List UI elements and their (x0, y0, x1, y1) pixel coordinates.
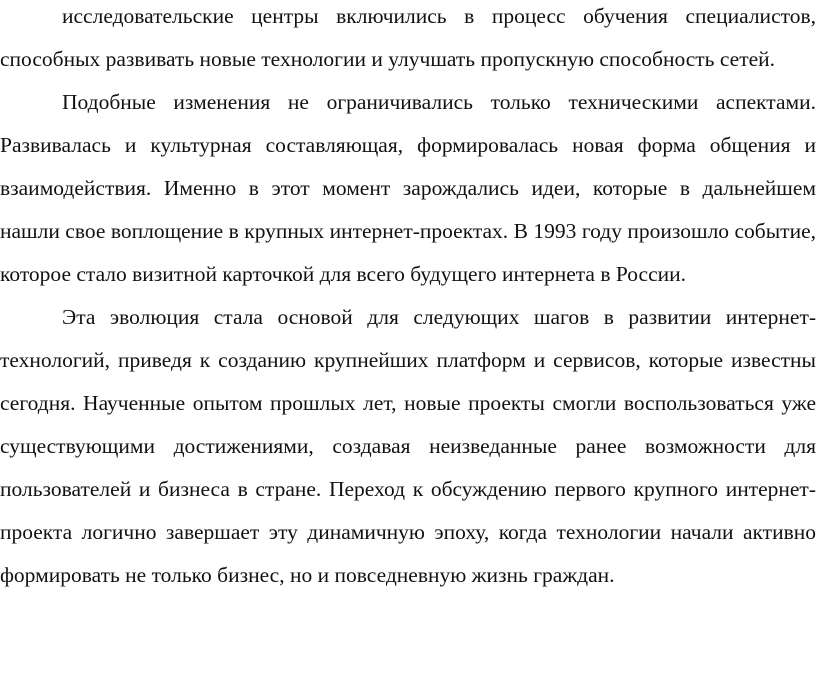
paragraph-1: исследовательские центры включились в процесс обучения специалистов, способных развивать новые технологии и улучшать пропускную способность сетей. (0, 4, 816, 71)
paragraph-3: Эта эволюция стала основой для следующих шагов в развитии интернет-технологий, приведя к созданию крупнейших платформ и сервисов, которые известны сегодня. Наученные опытом прошлых лет, новые проекты смогли воспользоваться уже существующими достижениями, создавая неизведанные ранее возможности для пользователей и бизнеса в стране. Переход к обсуждению первого крупного интернет-проекта логично завершает эту динамичную эпоху, когда технологии начали активно формировать не только бизнес, но и повседневную жизнь граждан. (0, 305, 816, 587)
paragraph-2: Подобные изменения не ограничивались только техническими аспектами. Развивалась и культурная составляющая, формировалась новая форма общения и взаимодействия. Именно в этот момент зарождались идеи, которые в дальнейшем нашли свое воплощение в крупных интернет-проектах. В 1993 году произошло событие, которое стало визитной карточкой для всего будущего интернета в России. (0, 90, 816, 286)
